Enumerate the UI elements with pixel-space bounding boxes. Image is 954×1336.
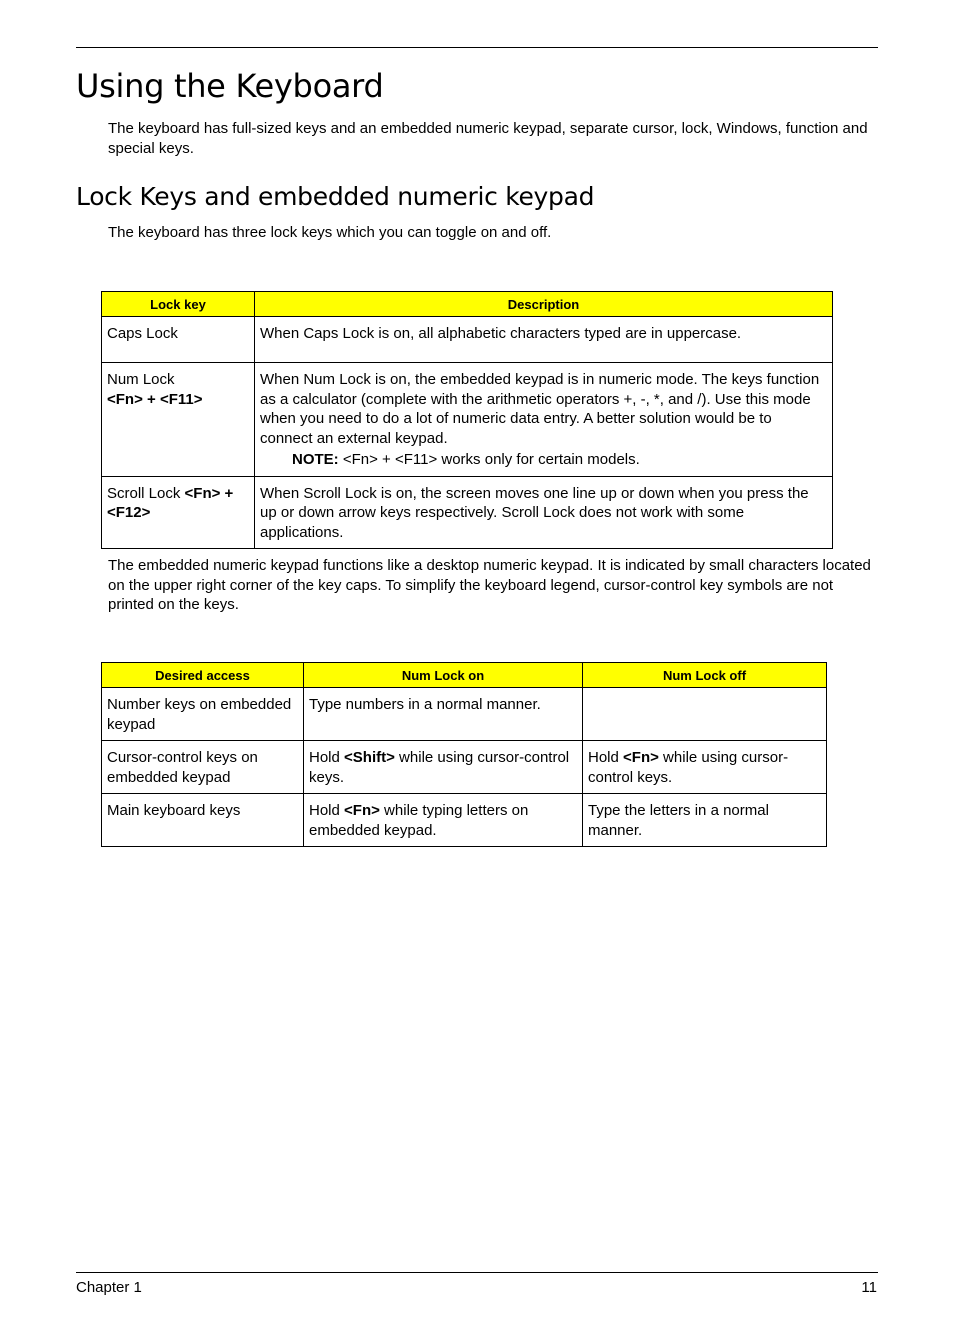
lock-key-cell [102,363,255,477]
num-lock-off-cell [583,688,827,741]
footer-chapter: Chapter 1 [76,1279,142,1296]
column-header-description: Description [255,292,833,317]
keypad-paragraph: The embedded numeric keypad functions like a desktop numeric keypad. It is indicated by small characters located on the upper right corner of the key caps. To simplify the keyboard legend, cursor-control key symbols are not printed on the keys. [108,557,871,613]
intro-paragraph: The keyboard has full-sized keys and an embedded numeric keypad, separate cursor, lock, Windows, function and special keys. [108,120,868,157]
cell-text: while typing letters on embedded keypad. [309,802,529,839]
lock-key-name: Caps Lock [107,325,178,342]
table-header-row [102,292,833,317]
description-text: When Num Lock is on, the embedded keypad is in numeric mode. The keys function as a calculator (complete with the arithmetic operators +, -, *, and /). Use this mode when you need to do a lot of numeric data entry. A better solution would be to connect an external keypad. [260,371,820,447]
description-cell [255,317,833,363]
key-combo: <Shift> [344,749,395,766]
num-lock-off-cell [583,794,827,847]
note-label: NOTE: [292,451,339,468]
lock-key-cell [102,317,255,363]
cell-text: Hold [309,802,345,819]
lock-key-name: Num Lock [107,371,175,388]
lock-key-name: Scroll Lock [107,484,181,502]
note [260,450,827,470]
note-text: <Fn> + <F11> works only for certain models. [342,451,640,468]
table-row [102,476,833,549]
table-row [102,317,833,363]
table-row [102,741,827,794]
key-combo: <Fn> [623,749,659,766]
key-combo: <Fn> [344,802,380,819]
num-lock-off-cell [583,741,827,794]
column-header-num-lock-on: Num Lock on [304,663,583,688]
access-cell: Number keys on embedded keypad [102,688,304,741]
num-lock-on-cell [304,741,583,794]
column-header-desired-access: Desired access [102,663,304,688]
lock-key-combo: <Fn> + <F12> [107,484,234,521]
keypad-access-table [101,662,827,847]
access-cell: Main keyboard keys [102,794,304,847]
cell-text: Type numbers in a normal manner. [309,696,541,713]
table-row [102,688,827,741]
lock-key-cell [102,476,255,549]
description-cell [255,476,833,549]
section-intro-paragraph: The keyboard has three lock keys which you can toggle on and off. [108,224,552,241]
table-row [102,794,827,847]
section-title: Lock Keys and embedded numeric keypad [76,182,595,211]
column-header-lock-key: Lock key [102,292,255,317]
footer-page-number: 11 [861,1279,877,1296]
table-header-row [102,663,827,688]
page-title: Using the Keyboard [76,67,384,105]
cell-text: Type the letters in a normal manner. [588,802,769,839]
table-row [102,363,833,477]
header-rule [76,47,878,48]
cell-text: while using cursor-control keys. [309,749,570,786]
cell-text: Hold [588,749,624,766]
lock-key-combo: <Fn> + <F11> [107,390,203,408]
description-text: When Caps Lock is on, all alphabetic characters typed are in uppercase. [260,325,742,342]
cell-text: while using cursor-control keys. [588,749,789,786]
description-text: When Scroll Lock is on, the screen moves one line up or down when you press the up or down arrow keys respectively. Scroll Lock does not work with some applications. [260,484,809,541]
lock-keys-table [101,291,833,549]
footer-rule [76,1272,878,1273]
column-header-num-lock-off: Num Lock off [583,663,827,688]
description-cell [255,363,833,477]
num-lock-on-cell [304,688,583,741]
cell-text: Hold [309,749,345,766]
access-cell: Cursor-control keys on embedded keypad [102,741,304,794]
num-lock-on-cell [304,794,583,847]
